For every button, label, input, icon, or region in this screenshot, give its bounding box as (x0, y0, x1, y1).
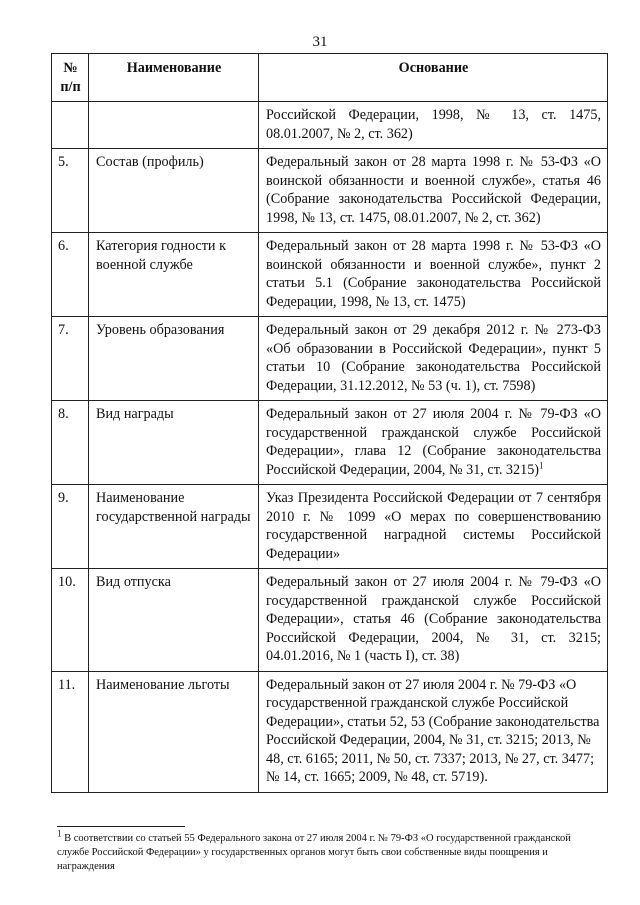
row-basis: Федеральный закон от 28 марта 1998 г. № 53-ФЗ «О воинской обязанности и военной службе», статья 46 (Собрание законодательства Российской Федерации, 1998, № 13, ст. 1475, 08.01.2007, № 2, ст. 362) (259, 149, 608, 233)
row-name: Наименование льготы (89, 671, 259, 792)
row-basis: Федеральный закон от 27 июля 2004 г. № 79-ФЗ «О государственной гражданской службе Российской Федерации», глава 12 (Собрание законодательства Российской Федерации, 2004, № 31, ст. 3215)$^1$ (259, 401, 608, 485)
table-header-row (52, 54, 608, 102)
table-row (52, 233, 608, 317)
row-num: 9. (52, 485, 89, 569)
row-basis: Российской Федерации, 1998, № 13, ст. 1475, 08.01.2007, № 2, ст. 362) (259, 102, 608, 149)
table-row (52, 671, 608, 792)
row-basis: Федеральный закон от 27 июля 2004 г. № 79-ФЗ «О государственной гражданской службе Российской Федерации», статья 46 (Собрание законодательства Российской Федерации, 2004, № 31, ст. 3215; 04.01.2016, № 1 (часть I), ст. 38) (259, 569, 608, 672)
footnote-divider (57, 826, 185, 827)
row-num: 7. (52, 317, 89, 401)
row-num: 10. (52, 569, 89, 672)
row-name: Вид награды (89, 401, 259, 485)
header-basis: Основание (259, 54, 608, 102)
page-number: 31 (312, 34, 328, 50)
registry-table (51, 53, 608, 793)
row-basis: Указ Президента Российской Федерации от 7 сентября 2010 г. № 1099 «О мерах по совершенствованию государственной наградной системы Российской Федерации» (259, 485, 608, 569)
footnote-text: В соответствии со статьей 55 Федерального закона от 27 июля 2004 г. № 79-ФЗ «О государственной гражданской службе Российской Федерации» у государственных органов могут быть свои собственные виды поощрения и награждения (57, 833, 571, 872)
row-name: Наименование государственной награды (89, 485, 259, 569)
row-num (52, 102, 89, 149)
row-basis: Федеральный закон от 27 июля 2004 г. № 79-ФЗ «О государственной гражданской службе Российской Федерации», статьи 52, 53 (Собрание законодательства Российской Федерации, 2004, № 31, ст. 3215; 2013, № 48, ст. 6165; 2011, № 50, ст. 7337; 2013, № 27, ст. 3477; № 14, ст. 1665; 2009, № 48, ст. 5719). (259, 671, 608, 792)
table-row (52, 102, 608, 149)
table-row (52, 149, 608, 233)
header-name: Наименование (89, 54, 259, 102)
footnote (57, 828, 597, 874)
row-num: 5. (52, 149, 89, 233)
header-num: № п/п (52, 54, 89, 102)
footnote-ref: 1 (539, 459, 544, 470)
table-row (52, 569, 608, 672)
table-row (52, 485, 608, 569)
row-basis: Федеральный закон от 29 декабря 2012 г. № 273-ФЗ «Об образовании в Российской Федерации», пункт 5 статьи 10 (Собрание законодательства Российской Федерации, 31.12.2012, № 53 (ч. 1), ст. 7598) (259, 317, 608, 401)
row-num: 6. (52, 233, 89, 317)
table-row (52, 401, 608, 485)
row-name (89, 102, 259, 149)
row-num: 11. (52, 671, 89, 792)
footnote-marker: 1 (57, 828, 62, 839)
row-name: Вид отпуска (89, 569, 259, 672)
row-name: Состав (профиль) (89, 149, 259, 233)
row-basis: Федеральный закон от 28 марта 1998 г. № 53-ФЗ «О воинской обязанности и военной службе», пункт 2 статьи 5.1 (Собрание законодательства Российской Федерации, 1998, № 13, ст. 1475) (259, 233, 608, 317)
row-num: 8. (52, 401, 89, 485)
row-name: Уровень образования (89, 317, 259, 401)
row-name: Категория годности к военной службе (89, 233, 259, 317)
table-row (52, 317, 608, 401)
